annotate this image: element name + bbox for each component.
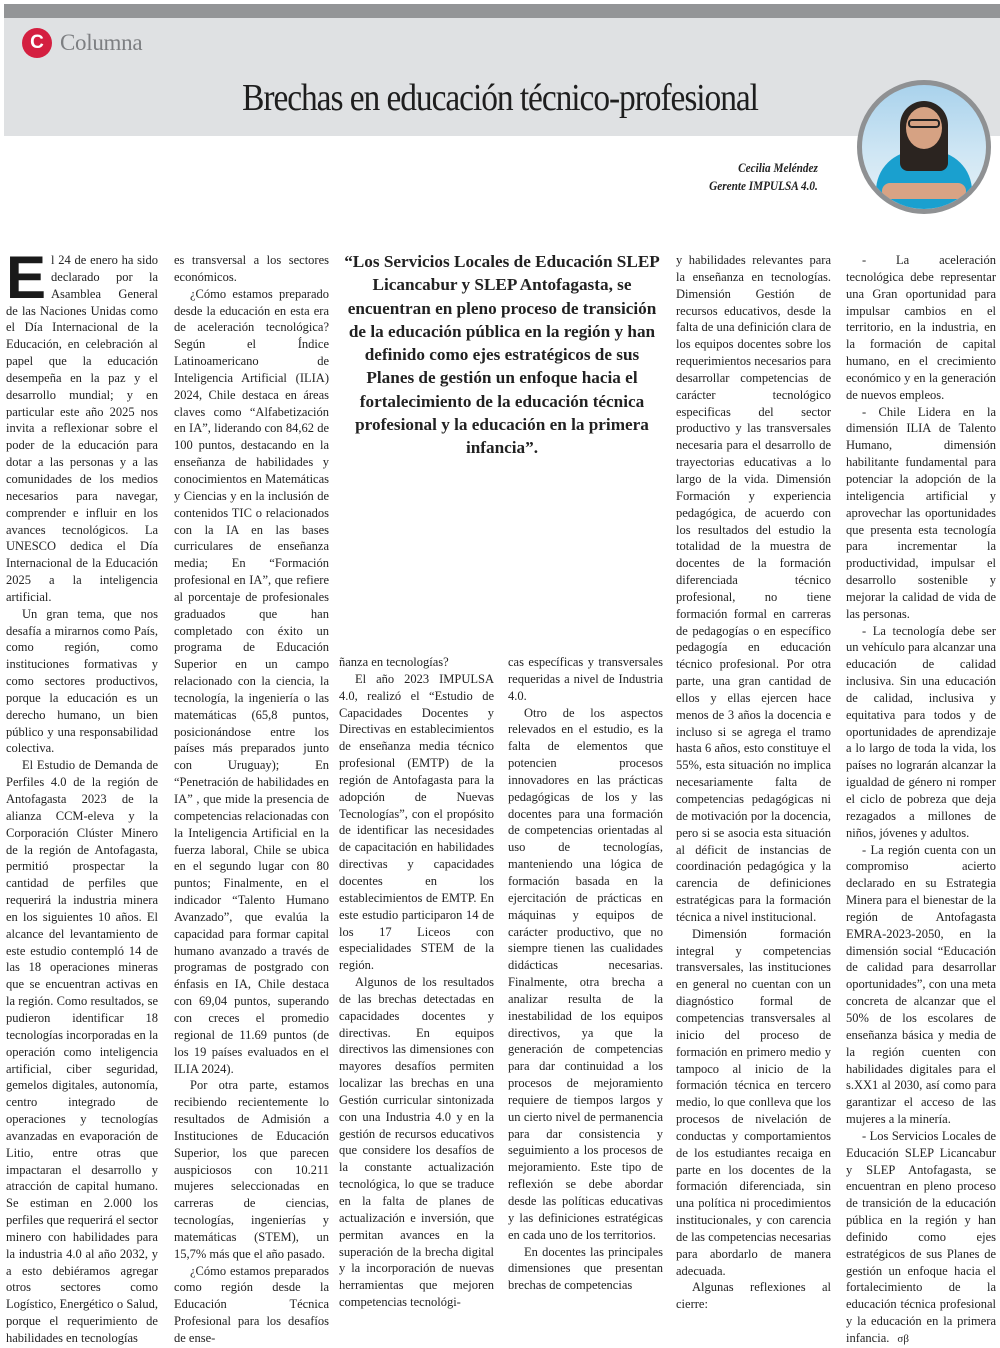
- end-mark-icon: σβ: [897, 1333, 909, 1345]
- author-portrait: [857, 80, 991, 214]
- paragraph: - Chile Lidera en la dimensión ILIA de Talento Humano, dimensión habilitante fundamental para potenciar la adopción de la inteligencia artificial y aprovechar las oportunidades que presenta esta tecnología para incrementar la productividad, impulsar el desarrollo sostenible y mejorar la calidad de vida de las personas.: [846, 404, 996, 621]
- paragraph: Algunas reflexiones al cierre:: [676, 1280, 831, 1312]
- paragraph: Por otra parte, estamos recibiendo recientemente lo resultados de Admisión a Instituciones de Educación Superior, los que parecen auspiciosos con 10.211 mujeres seleccionadas en carreras de ciencias, tecnologías, ingenierías y matemáticas (STEM), un 15,7% más que el año pasado.: [174, 1078, 329, 1261]
- paragraph: - La aceleración tecnológica debe representar una Gran oportunidad para impulsar cambios en el territorio, en la industria, en la formación de capital humano, en el crecimiento económico y en la generación de nuevos empleos.: [846, 253, 996, 402]
- drop-cap: E: [6, 244, 47, 311]
- paragraph: Un gran tema, que nos desafía a mirarnos como País, como región, como instituciones formativas y como sectores productivos, porque la educación es un derecho humano, un bien público y una responsabilidad colectiva.: [6, 606, 158, 756]
- portrait-glasses: [908, 119, 940, 128]
- article-column-6: [846, 252, 996, 1348]
- paragraph: Otro de los aspectos relevados en el estudio, es la falta de elementos que potencien procesos innovadores en las prácticas pedagógicas de los y las docentes para una formación de competencias orientadas al uso de tecnologías, manteniendo una lógica de formación basada en la ejercitación de prácticas en máquinas y equipos de carácter productivo, que no siempre tienen las cualidades didácticas necesarias. Finalmente, otra brecha a analizar resulta de la inestabilidad de los equipos directivos, ya que la generación de competencias para dar continuidad a los procesos de mejoramiento requiere de tiempos largos y un cierto nivel de permanencia para dar consistencia y seguimiento a los procesos de mejoramiento. Este tipo de reflexión se debe abordar desde las políticas educativas y las definiciones estratégicas en cada uno de los territorios.: [508, 705, 663, 1242]
- article-column-4: [508, 654, 663, 1294]
- portrait-arms: [882, 183, 966, 199]
- paragraph: ñanza en tecnologías?: [339, 655, 449, 669]
- byline: [709, 159, 818, 195]
- pull-quote: “Los Servicios Locales de Educación SLEP Licancabur y SLEP Antofagasta, se encuentran en pleno proceso de transición de la educación pública en la región y han definido como ejes estratégicos de sus Planes de gestión un enfoque hacia el fortalecimiento de la educación técnica profesional y la educación en la primera infancia”.: [344, 252, 660, 458]
- paragraph: El Estudio de Demanda de Perfiles 4.0 de la región de Antofagasta 2023 de la alianza CCM-eleva y la Corporación Clúster Minero de la región de Antofagasta, permitió prospectar la cantidad de perfiles que requerirá la industria minera en los siguientes 10 años. El alcance del levantamiento de este estudio contempló 14 de las 18 operaciones mineras que se encuentran activas en la región. Como resultados, se pudieron identificar 18 tecnologías incorporadas en la operación como inteligencia artificial, ciber seguridad, gemelos digitales, autonomía, centro integrado de operaciones y tecnologías avanzadas en evaporación de Litio, entre otras que impactaran el desarrollo y atracción de capital humano. Se estiman en 2.000 los perfiles que requerirá el sector minero con habilidades para la industria 4.0 al año 2032, y a esto debiéramos agregar otros sectores como Logístico, Energético o Salud, porque el requerimiento de habilidades en tecnologías: [6, 758, 159, 1345]
- paragraph: El 24 de enero ha sido declarado por la Asamblea General de las Naciones Unidas como el Día Internacional de la Educación, en celebración al papel que la educación desempeña en la paz y el desarrollo mundial; y en particular este año 2025 nos invita a reflexionar sobre el poder de la educación para dotar a las personas y a las comunidades de los medios necesarios para navegar, comprender e influir en los avances tecnológicos. La UNESCO dedica el Día Internacional de la Educación 2025 a la inteligencia artificial.: [6, 244, 158, 604]
- article-headline: Brechas en educación técnico-profesional: [242, 77, 758, 119]
- section-name: Columna: [60, 30, 143, 55]
- paragraph: En docentes las principales dimensiones que presentan brechas de competencias: [508, 1244, 663, 1293]
- section-badge-icon: C: [22, 28, 52, 58]
- portrait-face: [906, 107, 942, 149]
- article-column-5: [676, 252, 831, 1313]
- section-label: [22, 28, 142, 58]
- article-column-1: [6, 244, 159, 1347]
- paragraph: y habilidades relevantes para la enseñanza en tecnologías. Dimensión Gestión de recursos educativos, desde la falta de una definición clara de los equipos docentes sobre los requerimientos necesarios para desarrollar competencias de carácter tecnológico especificas del sector productivo y las transversales necesaria para el desarrollo de trayectorias educativas a lo largo de la vida. Dimensión Formación y experiencia pedagógica, de acuerdo con los resultados del estudio la totalidad de la muestra de docentes de la formación diferenciada técnico profesional, no tiene formación formal en carreras de pedagogías o en específico pedagogía en educación técnico profesional. Por otra parte, una gran cantidad de ellos y ellas ejercen hace menos de 3 años la docencia e incluso si se agrega el tramo hasta 6 años, esto constituye el 55%, esta situación no implica necesariamente falta de competencias pedagógicas ni de motivación por la docencia, pero si se asocia esta situación al déficit de instancias de coordinación pedagógica y la carencia de definiciones estratégicas para la formación técnica a nivel institucional.: [676, 253, 831, 924]
- paragraph: - Los Servicios Locales de Educación SLEP Licancabur y SLEP Antofagasta, se encuentran en pleno proceso de transición de la educación pública en la región y han definido como ejes estratégicos de sus Planes de gestión un enfoque hacia el fortalecimiento de la educación técnica profesional y la educación en la primera infancia. σβ: [846, 1128, 996, 1345]
- paragraph: - La región cuenta con un compromiso acierto declarado en su Estrategia Minera para el bienestar de la región de Antofagasta EMRA-2023-2050, en la dimensión social “Educación de calidad para desarrollar oportunidades”, con una meta concreta de alcanzar que el 50% de los escolares de enseñanza básica y media de la región cuenten con habilidades digitales para el s.XX1 al 2030, así como para garantizar el acceso de las mujeres a la minería.: [846, 842, 996, 1127]
- paragraph: - La tecnología debe ser un vehículo para alcanzar una educación de calidad inclusiva. Sin una educación de calidad, inclusiva y equitativa para todos y de oportunidades de aprendizaje a lo largo de toda la vida, los países no lograrán alcanzar la igualdad de género ni romper el ciclo de pobreza que deja rezagados a millones de niños, jóvenes y adultos.: [846, 623, 996, 840]
- paragraph: Algunos de los resultados de las brechas detectadas en capacidades docentes y directivas. En equipos directivos las dimensiones con mayores desafíos permiten localizar las brechas en una Gestión curricular sintonizada con una Industria 4.0 y en la gestión de recursos educativos que considere los desafíos de la constante actualización tecnológica, lo que se traduce en la falta de planes de actualización e inversión, que permitan avances en la superación de la brecha digital y la incorporación de nuevas herramientas que mejoren competencias tecnológi-: [339, 975, 494, 1310]
- paragraph: El año 2023 IMPULSA 4.0, realizó el “Estudio de Capacidades Docentes y Directivas en establecimientos de enseñanza media técnico profesional (EMTP) de la región de Antofagasta para la adopción de Nuevas Tecnologías”, con el propósito de identificar las necesidades de capacitación en habilidades directivas y capacidades docentes en los establecimientos de EMTP. En este estudio participaron 14 de los 17 Liceos con especialidades STEM de la región.: [339, 671, 494, 973]
- paragraph: es transversal a los sectores económicos.: [174, 253, 329, 284]
- top-rule: [4, 4, 1000, 18]
- paragraph: ¿Cómo estamos preparados como región desde la Educación Técnica Profesional para los desafíos de ense-: [174, 1263, 329, 1345]
- author-name: Cecilia Meléndez: [738, 161, 818, 175]
- author-role: Gerente IMPULSA 4.0.: [709, 179, 818, 193]
- paragraph: Dimensión formación integral y competencias transversales, las instituciones en general no cuentan con un diagnóstico formal de competencias transversales al inicio del proceso de formación en primero medio y tampoco al inicio de la formación técnica en tercero medio, lo que conlleva que los procesos de nivelación de conductas y comportamientos de los estudiantes recaiga en parte en los docentes de la formación diferenciada, sin una política ni procedimientos institucionales, y con carencia de las competencias necesarias para abordarlo de manera adecuada.: [676, 926, 831, 1278]
- paragraph: cas específicas y transversales requeridas a nivel de Industria 4.0.: [508, 655, 663, 703]
- article-column-2: [174, 252, 329, 1347]
- article-column-3: [339, 654, 494, 1311]
- paragraph: ¿Cómo estamos preparado desde la educación en esta era de aceleración tecnológica? Según el Índice Latinoamericano de Inteligencia Artificial (ILIA) 2024, Chile destaca en áreas claves como “Alfabetización en IA”, liderando con 84,62 de 100 puntos, destacando en la enseñanza de habilidades y conocimientos en Matemáticas y Ciencias y en la inclusión de contenidos TIC o relacionados con la IA en las bases curriculares de enseñanza media; En “Formación profesional en IA”, que refiere al porcentaje de profesionales graduados que han completado con éxito un programa de Educación Superior en un campo relacionado con la ciencia, la tecnología, la ingeniería o las matemáticas (65,8 puntos, posicionándose entre los países más preparados junto con Uruguay); En “Penetración de habilidades en IA” , que mide la presencia de competencias relacionadas con la Inteligencia Artificial en la fuerza laboral, Chile se ubica en el segundo lugar con 80 puntos; Finalmente, en el indicador “Talento Humano Avanzado”, que evalúa la capacidad para formar capital humano avanzado a través de programas de postgrado con énfasis en IA, Chile destaca con 69,04 puntos, superando con creces el promedio regional de 11.69 puntos (de los 19 países evaluados en el ILIA 2024).: [174, 286, 329, 1076]
